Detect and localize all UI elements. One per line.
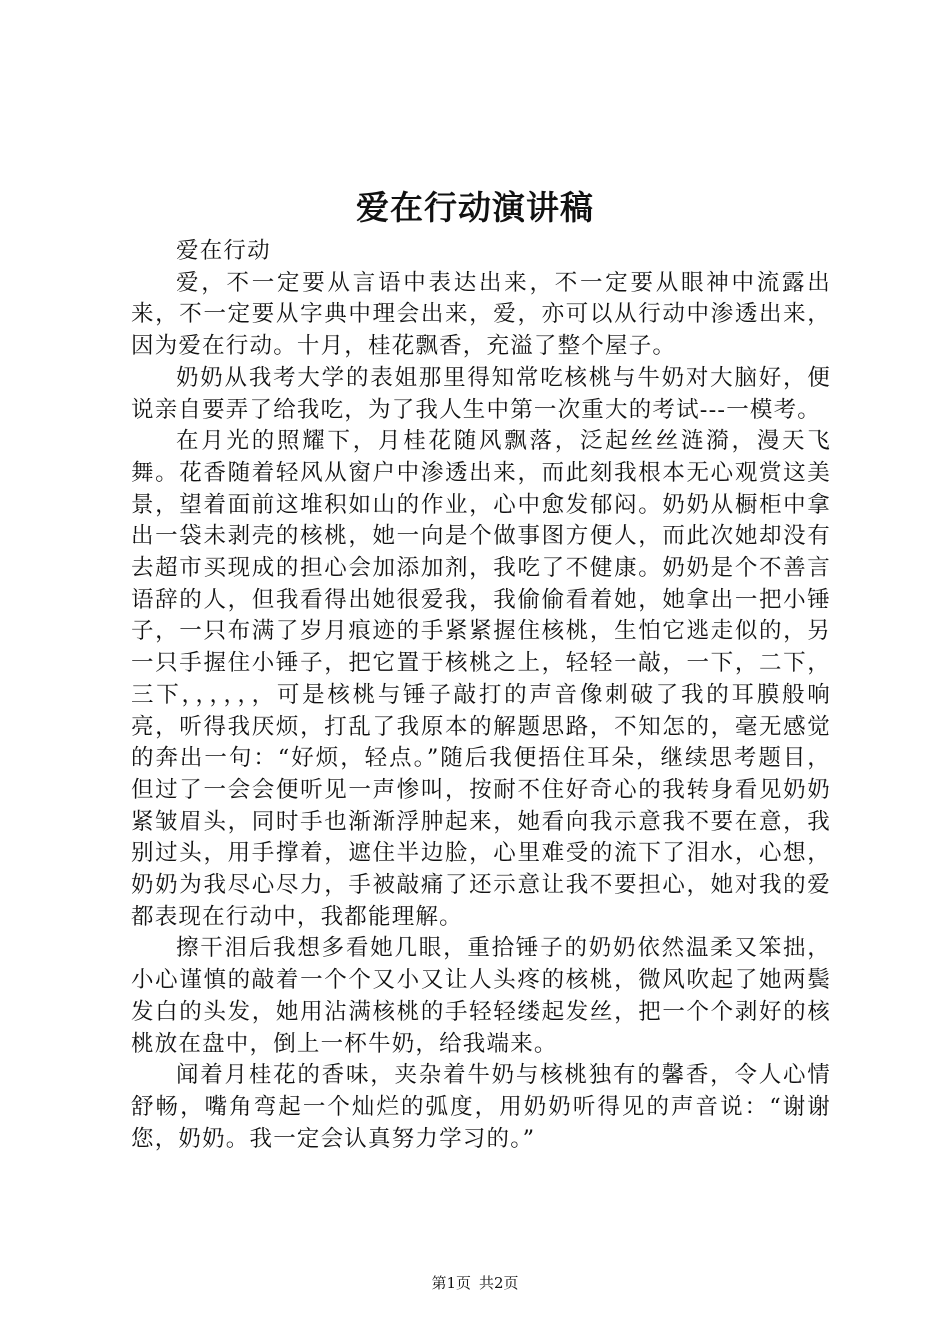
page-number: 第1页 [431, 1274, 471, 1292]
paragraph-4: 擦干泪后我想多看她几眼，重拾锤子的奶奶依然温柔又笨拙，小心谨慎的敲着一个个又小又让人头疼的核桃，微风吹起了她两鬓发白的头发，她用沾满核桃的手轻轻缕起发丝，把一个个剥好的核桃放在盘中，倒上一杯牛奶，给我端来。 [131, 935, 831, 1057]
paragraph-5: 闻着月桂花的香味，夹杂着牛奶与核桃独有的馨香，令人心情舒畅，嘴角弯起一个灿烂的弧度，用奶奶听得见的声音说：“谢谢您，奶奶。我一定会认真努力学习的。” [131, 1062, 831, 1152]
document-body [131, 236, 831, 1155]
page-footer [0, 1272, 950, 1294]
paragraph-2: 奶奶从我考大学的表姐那里得知常吃核桃与牛奶对大脑好，便说亲自要弄了给我吃，为了我人生中第一次重大的考试---一模考。 [131, 364, 831, 423]
document-title: 爱在行动演讲稿 [356, 188, 594, 227]
paragraph-1: 爱，不一定要从言语中表达出来，不一定要从眼神中流露出来，不一定要从字典中理会出来，爱，亦可以从行动中渗透出来，因为爱在行动。十月，桂花飘香，充溢了整个屋子。 [131, 269, 831, 360]
paragraph-subtitle: 爱在行动 [176, 238, 271, 264]
page-total: 共2页 [479, 1274, 519, 1292]
paragraph-3: 在月光的照耀下，月桂花随风飘落，泛起丝丝涟漪，漫天飞舞。花香随着轻风从窗户中渗透出来，而此刻我根本无心观赏这美景，望着面前这堆积如山的作业，心中愈发郁闷。奶奶从橱柜中拿出一袋未剥壳的核桃，她一向是个做事图方便人，而此次她却没有去超市买现成的担心会加添加剂，我吃了不健康。奶奶是个不善言语辞的人，但我看得出她很爱我，我偷偷看着她，她拿出一把小锤子，一只布满了岁月痕迹的手紧紧握住核桃，生怕它逃走似的，另一只手握住小锤子，把它置于核桃之上，轻轻一敲，一下，二下，三下，，，，，，可是核桃与锤子敲打的声音像刺破了我的耳膜般响亮，听得我厌烦，打乱了我原本的解题思路，不知怎的，毫无感觉的奔出一句：“好烦，轻点。”随后我便捂住耳朵，继续思考题目，但过了一会会便听见一声惨叫，按耐不住好奇心的我转身看见奶奶紧皱眉头，同时手也渐渐浮肿起来，她看向我示意我不要在意，我别过头，用手撑着，遮住半边脸，心里难受的流下了泪水，心想，奶奶为我尽心尽力，手被敲痛了还示意让我不要担心，她对我的爱都表现在行动中，我都能理解。 [131, 428, 831, 930]
